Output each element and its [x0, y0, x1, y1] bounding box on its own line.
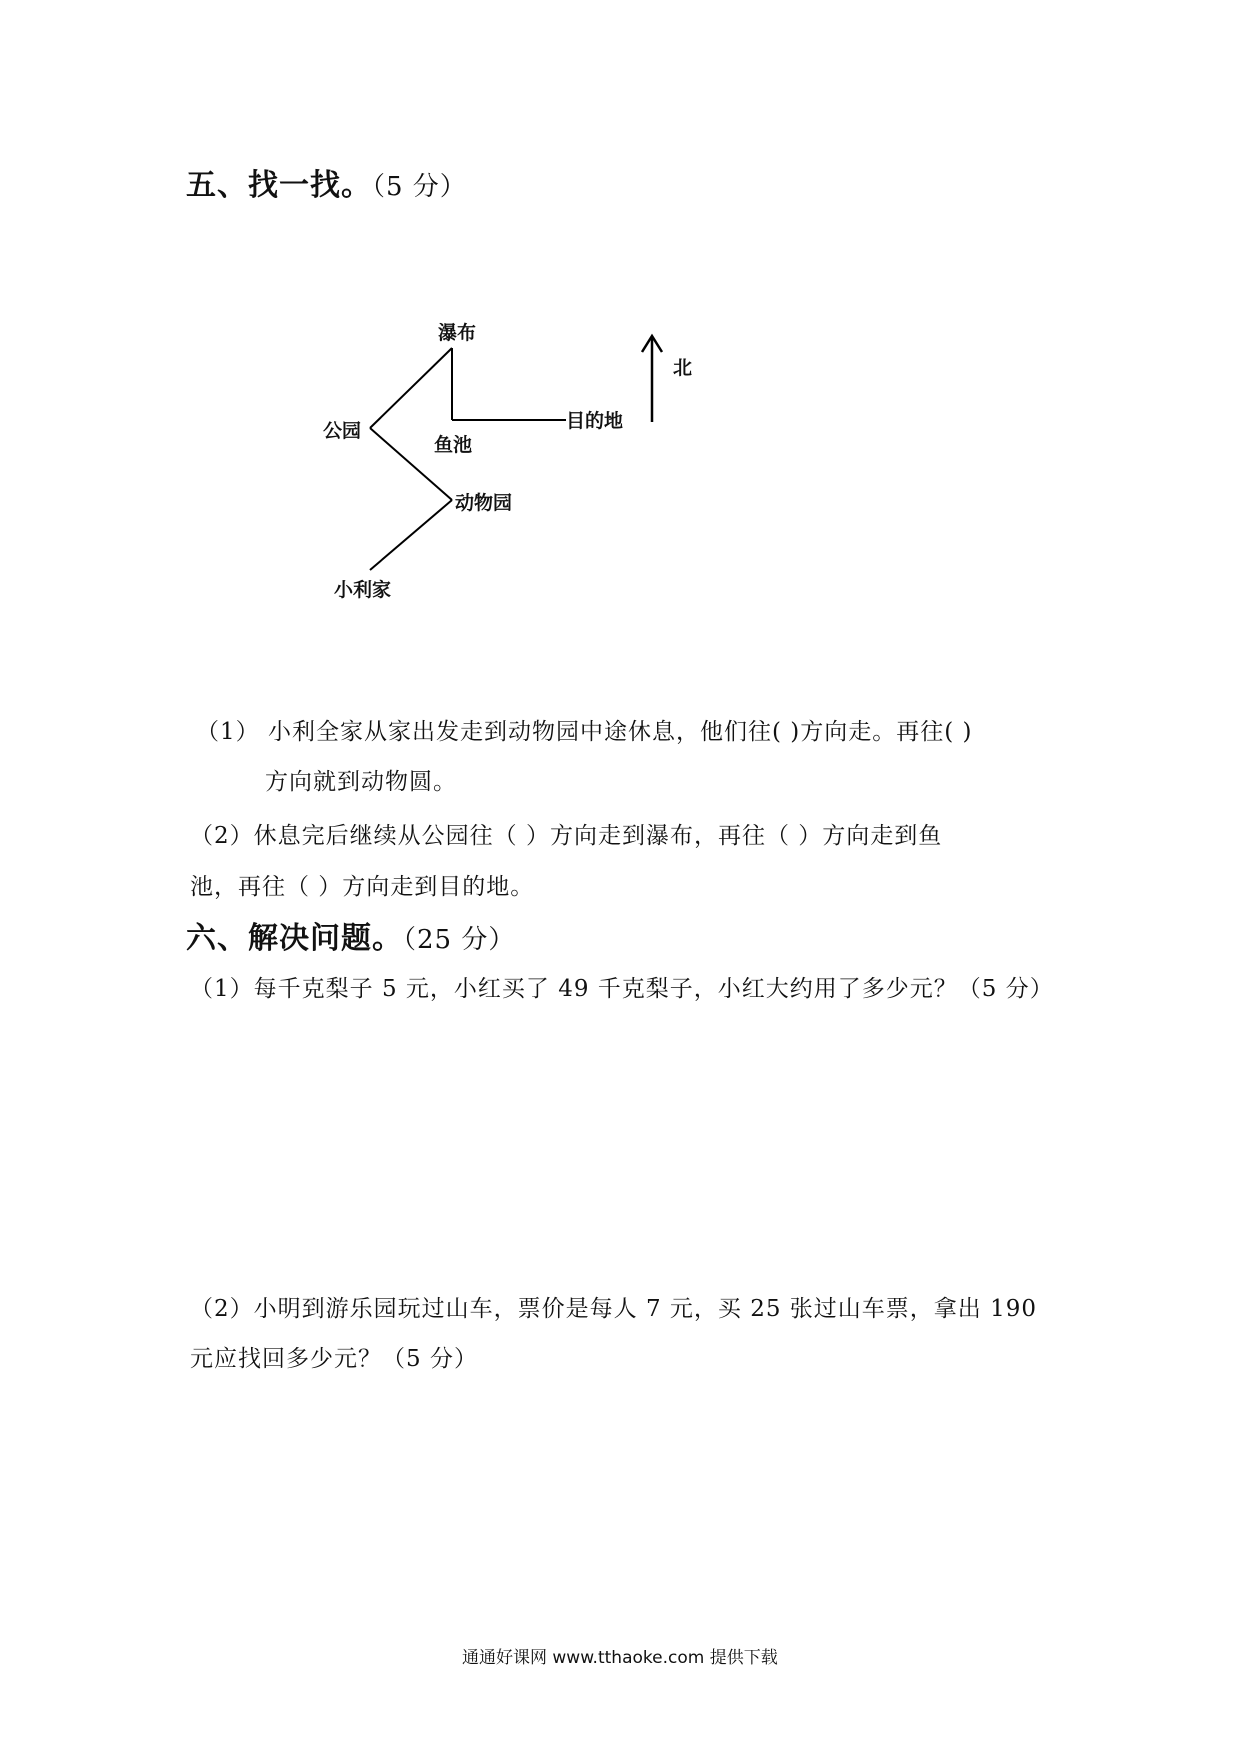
label-fish-pond: 鱼池: [434, 434, 473, 456]
question-5-2-line1: （2）休息完后继续从公园往（ ）方向走到瀑布，再往（ ）方向走到鱼: [190, 823, 943, 849]
label-destination: 目的地: [566, 410, 624, 432]
path-home-to-zoo: [370, 500, 452, 570]
section-5-score: （5 分）: [372, 172, 467, 202]
question-5-2-line2: 池，再往（ ）方向走到目的地。: [190, 874, 535, 900]
label-xiaoli-home: 小利家: [334, 579, 392, 601]
footer-source: 通通好课网 www.tthaoke.com 提供下载: [462, 1648, 778, 1668]
section-6-title-text: 六、解决问题。: [186, 921, 403, 956]
north-arrow-icon: [642, 336, 662, 422]
question-6-2-line2: 元应找回多少元？（5 分）: [190, 1346, 478, 1372]
path-park-to-waterfall: [370, 348, 452, 428]
label-zoo: 动物园: [455, 492, 513, 514]
question-6-2-line1: （2）小明到游乐园玩过山车，票价是每人 7 元，买 25 张过山车票，拿出 190: [190, 1296, 1037, 1322]
question-5-1-line1: （1） 小利全家从家出发走到动物园中途休息，他们往( )方向走。再往( ): [196, 719, 973, 745]
question-6-1: （1）每千克梨子 5 元，小红买了 49 千克梨子，小红大约用了多少元？（5 分）: [190, 976, 1054, 1002]
label-park: 公园: [323, 420, 362, 442]
label-waterfall: 瀑布: [438, 322, 477, 344]
section-6-title: [186, 913, 515, 957]
question-5-1-line2: 方向就到动物圆。: [265, 769, 457, 795]
section-5-title-text: 五、找一找。: [186, 168, 372, 203]
label-north: 北: [673, 357, 693, 379]
section-6-score: （25 分）: [403, 925, 516, 955]
